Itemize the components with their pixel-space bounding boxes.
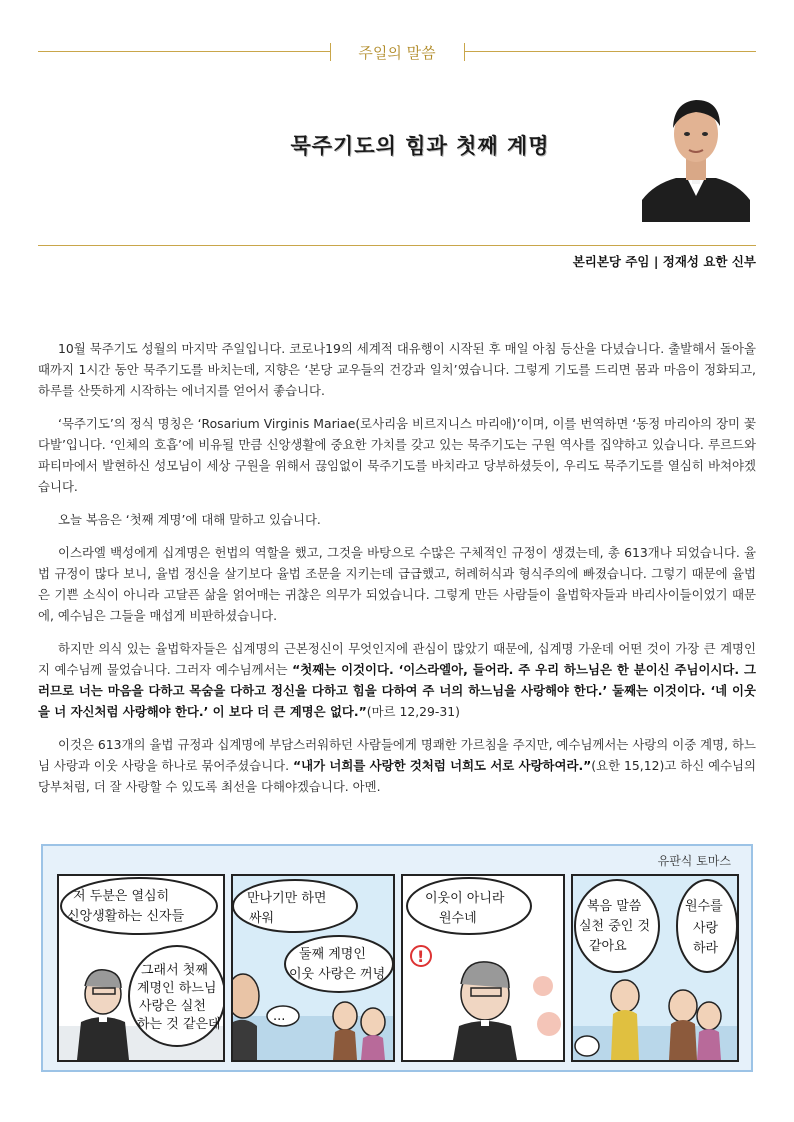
byline-rule <box>38 245 756 246</box>
panel-4-bubble-right-line2: 사랑 <box>693 921 719 936</box>
page-title: 묵주기도의 힘과 첫째 계명 <box>290 134 550 158</box>
portrait-illustration <box>642 88 750 222</box>
paragraph-2: ‘묵주기도’의 정식 명칭은 ‘Rosarium Virginis Mariae(로사리움 비르지니스 마리애)’이며, 이를 번역하면 ‘동정 마리아의 장미 꽃다발’입니다. ‘인체의 호흡’에 비유될 만큼 신앙생활에 중요한 가치를 갖고 있는 묵주기도는 구원 역사를 집약하고 있습니다. 루르드와 파티마에서 발현하신 성모님이 세상 구원을 위해서 끊임없이 묵주기도를 바치라고 당부하셨듯이, 우리도 묵주기도를 열심히 바쳐야겠습니다. <box>38 416 756 494</box>
panel-2-art <box>233 876 393 1060</box>
panel-1-bubble-bottom-line3: 사랑은 실천 <box>139 999 206 1014</box>
panel-2-bubble-top-line1: 만나기만 하면 <box>247 891 327 906</box>
paragraph-3: 오늘 복음은 ‘첫째 계명’에 대해 말하고 있습니다. <box>58 512 321 527</box>
comic-strip <box>41 844 753 1072</box>
author-byline: 본리본당 주임 | 정재성 요한 신부 <box>572 254 756 269</box>
paragraph-6-end: (요한 15,12)고 하신 예수님의 당부처럼, 더 잘 사랑할 수 있도록 최선을 다해야겠습니다. 아멘. <box>38 758 756 794</box>
panel-1-bubble-top <box>61 878 217 934</box>
article-body <box>38 338 756 809</box>
header-tick-right <box>464 43 465 61</box>
section-label: 주일의 말씀 <box>358 44 436 62</box>
panel-1-bubble-top-line1: 저 두분은 열심히 <box>73 889 170 904</box>
panel-4-bubble-left-line2: 실천 중인 것 <box>579 919 651 934</box>
comic-panel-1 <box>57 874 225 1062</box>
panel-1-art <box>59 876 223 1060</box>
header-rule-right <box>465 51 756 52</box>
panel-4-bubble-left-line1: 복음 말씀 <box>587 899 642 914</box>
panel-1-bubble-bottom-line1: 그래서 첫째 <box>141 963 208 978</box>
panel-4-bubble-right-line3: 하라 <box>693 941 719 956</box>
comic-panel-3 <box>401 874 565 1062</box>
panel-4-bubble-right-line1: 원수를 <box>685 899 723 914</box>
paragraph-5-start: 하지만 의식 있는 율법학자들은 십계명의 근본정신이 무엇인지에 관심이 많았기 때문에, 십계명 가운데 어떤 것이 가장 큰 계명인지 예수님께 물었습니다. 그러자 예수님께서는 <box>38 641 756 677</box>
panel-3-bubble-line1: 이웃이 아니라 <box>425 891 505 906</box>
panel-3-bubble-line2: 원수네 <box>439 911 477 926</box>
panel-4-bubble-left-line3: 같아요 <box>589 939 627 954</box>
paragraph-5 <box>38 638 756 722</box>
panel-3-exclaim: ! <box>417 947 425 966</box>
paragraph-1: 10월 묵주기도 성월의 마지막 주일입니다. 코로나19의 세계적 대유행이 시작된 후 매일 아침 등산을 다녔습니다. 출발해서 돌아올 때까지 1시간 동안 묵주기도를 바치는데, 지향은 ‘본당 교우들의 건강과 일치’였습니다. 그렇게 기도를 드리면 몸과 마음이 정화되고, 하루를 산뜻하게 시작하는 에너지를 얻어서 좋습니다. <box>38 341 756 398</box>
comic-panel-4 <box>571 874 739 1062</box>
panel-3-art <box>403 876 563 1060</box>
panel-2-bubble-mid-line1: 둘째 계명인 <box>299 947 366 962</box>
paragraph-4: 이스라엘 백성에게 십계명은 헌법의 역할을 했고, 그것을 바탕으로 수많은 구체적인 규정이 생겼는데, 총 613개나 되었습니다. 율법 규정이 많다 보니, 율법 정신을 살기보다 율법 조문을 지키는데 급급했고, 허례허식과 형식주의에 빠졌습니다. 그렇기 때문에 율법은 기쁜 소식이 아니라 고달픈 삶을 얽어매는 귀찮은 의무가 되었습니다. 그렇게 만든 사람들이 율법학자들과 바리사이들이었기 때문에, 예수님은 그들을 매섭게 비판하셨습니다. <box>38 545 756 623</box>
comic-author: 유판식 토마스 <box>657 854 731 868</box>
panel-2-bubble-mid <box>285 936 393 992</box>
panel-2-bubble-mid-line2: 이웃 사랑은 꺼녕 <box>289 967 386 982</box>
header-rule-left <box>38 51 330 52</box>
panel-4-art <box>573 876 737 1060</box>
panel-1-bubble-bottom-line2: 계명인 하느님 <box>137 981 217 996</box>
paragraph-6-start: 이것은 613개의 율법 규정과 십계명에 부담스러워하던 사람들에게 명쾌한 가르침을 주지만, 예수님께서는 사랑의 이중 계명, 하느님 사랑과 이웃 사랑을 하나로 묶어주셨습니다. <box>38 737 756 773</box>
panel-1-bubble-bottom-line4: 하는 것 같은데 <box>137 1017 221 1032</box>
paragraph-6 <box>38 734 756 797</box>
author-portrait <box>642 88 750 222</box>
panel-2-bubble-top-line2: 싸워 <box>249 911 275 926</box>
scripture-quote-2: “내가 너희를 사랑한 것처럼 너희도 서로 사랑하여라.” <box>293 758 592 773</box>
scripture-quote-1: “첫째는 이것이다. ‘이스라엘아, 들어라. 주 우리 하느님은 한 분이신 주님이시다. 그러므로 너는 마음을 다하고 목숨을 다하고 정신을 다하고 힘을 다하여 주 너의 하느님을 사랑해야 한다.’ 둘째는 이것이다. ‘네 이웃을 너 자신처럼 사랑해야 한다.’ 이 보다 더 큰 계명은 없다.” <box>38 662 756 719</box>
comic-panel-2 <box>231 874 395 1062</box>
panel-1-bubble-top-line2: 신앙생활하는 신자들 <box>67 909 185 924</box>
scripture-reference-1: (마르 12,29-31) <box>366 704 460 719</box>
panel-2-small-bubble: ... <box>273 1009 286 1024</box>
